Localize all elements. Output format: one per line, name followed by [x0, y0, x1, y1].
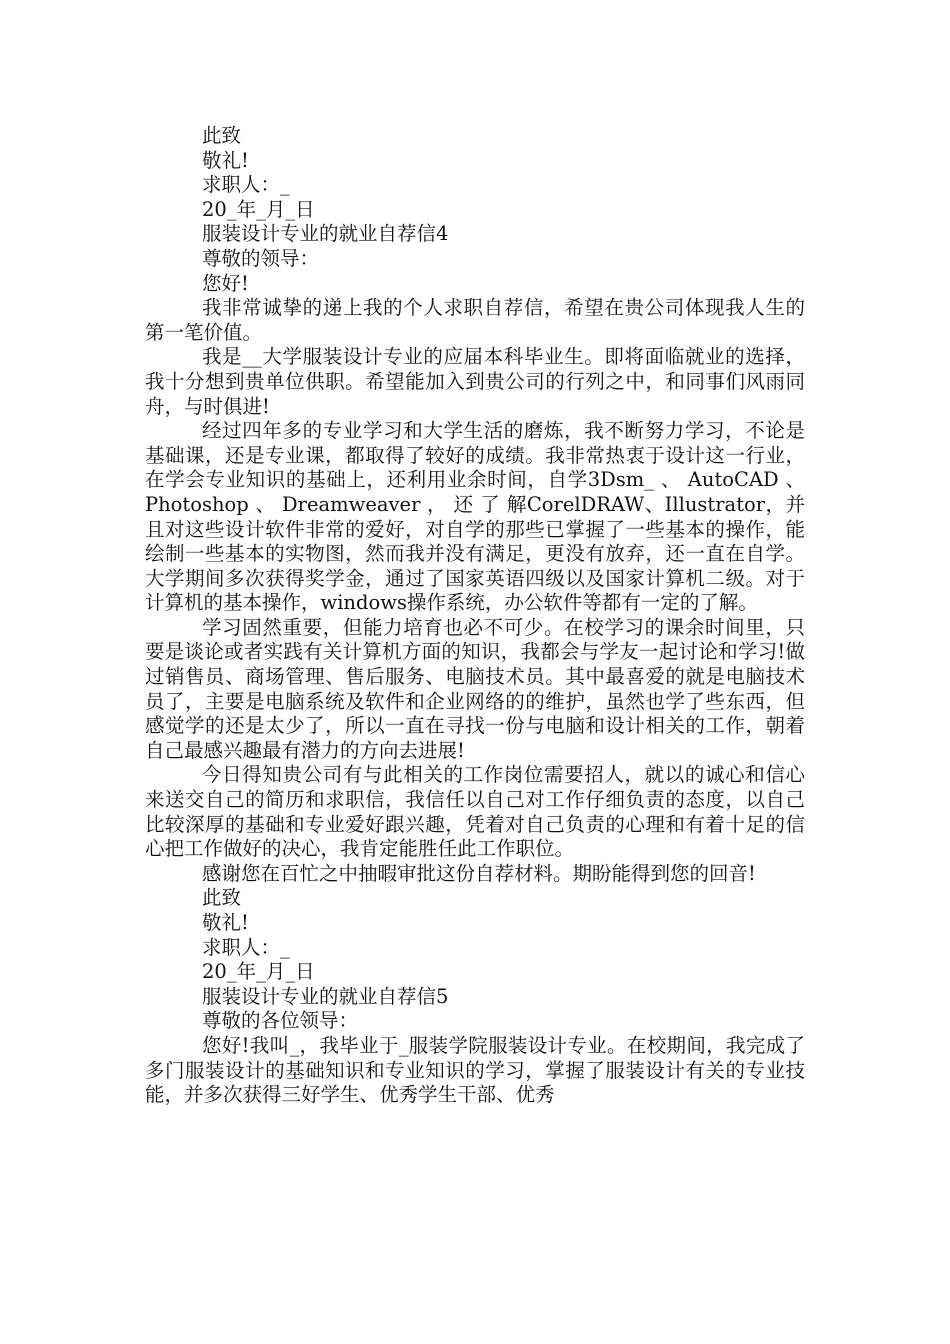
salute-line: 敬礼!: [202, 911, 249, 934]
hello-line: 您好!: [202, 271, 249, 295]
date-line: 20_年_月_日: [202, 197, 315, 221]
paragraph: 感谢您在百忙之中抽暇审批这份自荐材料。期盼能得到您的回音!: [202, 861, 756, 885]
paragraph: 经过四年多的专业学习和大学生活的磨炼，我不断努力学习，不论是基础课，还是专业课，都取得了较好的成绩。我非常热衷于设计这一行业，在学会专业知识的基础上，还利用业余时间，自学3Dsm_ 、 AutoCAD 、 Photoshop 、 Dreamweaver ， 还 了 解CorelDRAW、Illustrator，并且对这些设计软件非常的爱好，对自学的那些已掌握了一些基本的操作，能绘制一些基本的实物图，然而我并没有满足，更没有放弃，还一直在自学。大学期间多次获得奖学金，通过了国家英语四级以及国家计算机二级。对于计算机的基本操作，windows操作系统，办公软件等都有一定的了解。: [145, 419, 805, 615]
closing-line: 此致: [202, 124, 242, 147]
paragraph: 您好!我叫_，我毕业于_服装学院服装设计专业。在校期间，我完成了多门服装设计的基础知识和专业知识的学习，掌握了服装设计有关的专业技能，并多次获得三好学生、优秀学生干部、优秀: [145, 1033, 805, 1107]
letter-title: 服装设计专业的就业自荐信4: [202, 222, 449, 246]
document-body: [145, 124, 805, 1108]
greeting-line: 尊敬的领导：: [202, 246, 320, 270]
signature-line: 求职人：_: [202, 173, 290, 197]
signature-line: 求职人：_: [202, 935, 290, 959]
salute-line: 敬礼!: [202, 148, 249, 172]
paragraph: 学习固然重要，但能力培育也必不可少。在校学习的课余时间里，只要是谈论或者实践有关计算机方面的知识，我都会与学友一起讨论和学习!做过销售员、商场管理、售后服务、电脑技术员。其中最喜爱的就是电脑技术员了，主要是电脑系统及软件和企业网络的的维护，虽然也学了些东西，但感觉学的还是太少了，所以一直在寻找一份与电脑和设计相关的工作，朝着自己最感兴趣最有潜力的方向去进展!: [145, 615, 805, 762]
paragraph: 我是__大学服装设计专业的应届本科毕业生。即将面临就业的选择，我十分想到贵单位供职。希望能加入到贵公司的行列之中，和同事们风雨同舟，与时俱进!: [145, 345, 805, 418]
letter-title: 服装设计专业的就业自荐信5: [202, 984, 449, 1008]
closing-line: 此致: [202, 886, 242, 910]
paragraph: 今日得知贵公司有与此相关的工作岗位需要招人，就以的诚心和信心来送交自己的简历和求职信，我信任以自己对工作仔细负责的态度，以自己比较深厚的基础和专业爱好跟兴趣，凭着对自己负责的心理和有着十足的信心把工作做好的决心，我肯定能胜任此工作职位。: [145, 763, 805, 861]
greeting-line: 尊敬的各位领导：: [202, 1009, 359, 1033]
date-line: 20_年_月_日: [202, 960, 315, 984]
paragraph: 我非常诚挚的递上我的个人求职自荐信，希望在贵公司体现我人生的第一笔价值。: [145, 296, 805, 344]
